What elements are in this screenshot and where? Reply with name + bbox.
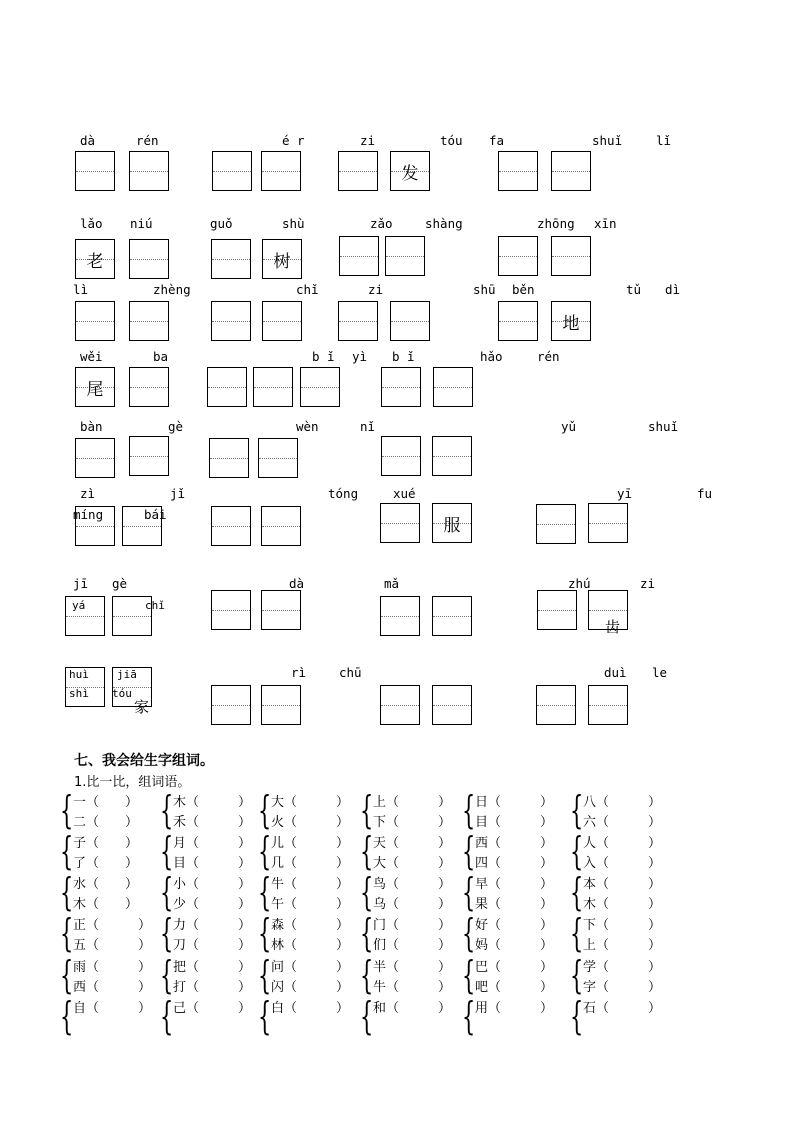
- word-blank[interactable]: 下（ ）: [583, 918, 662, 933]
- word-blank[interactable]: 西（ ）: [475, 836, 554, 851]
- word-blank[interactable]: 人（ ）: [583, 836, 662, 851]
- pair-brace: {: [360, 870, 374, 914]
- writing-grid-box[interactable]: [432, 596, 472, 636]
- word-blank[interactable]: 早（ ）: [475, 877, 554, 892]
- word-blank[interactable]: 用（ ）: [475, 1001, 554, 1016]
- given-character: 尾: [86, 379, 104, 400]
- writing-grid-box[interactable]: [380, 503, 420, 543]
- word-blank[interactable]: 目（ ）: [173, 856, 252, 871]
- word-blank[interactable]: 和（ ）: [373, 1001, 452, 1016]
- given-character: 地: [562, 313, 580, 334]
- pair-brace: {: [160, 911, 174, 955]
- pinyin-label: bái: [144, 507, 167, 522]
- word-blank[interactable]: 问（ ）: [271, 960, 350, 975]
- writing-grid-box[interactable]: [588, 503, 628, 543]
- pair-brace: {: [60, 953, 74, 997]
- word-blank[interactable]: 天（ ）: [373, 836, 452, 851]
- pair-brace: {: [570, 994, 584, 1038]
- writing-grid-box[interactable]: [551, 236, 591, 276]
- pinyin-label: rén: [136, 133, 159, 148]
- pinyin-label: xīn: [594, 216, 617, 231]
- word-blank[interactable]: 好（ ）: [475, 918, 554, 933]
- word-blank[interactable]: 刀（ ）: [173, 938, 252, 953]
- writing-grid-box[interactable]: [129, 239, 169, 279]
- word-blank[interactable]: 打（ ）: [173, 980, 252, 995]
- pair-brace: {: [570, 829, 584, 873]
- pinyin-label: zhèng: [153, 282, 191, 297]
- writing-grid-box[interactable]: [75, 151, 115, 191]
- pinyin-label: yǔ: [561, 419, 577, 434]
- word-blank[interactable]: 白（ ）: [271, 1001, 350, 1016]
- pair-brace: {: [60, 829, 74, 873]
- writing-grid-box[interactable]: [339, 236, 379, 276]
- given-character: 老: [86, 251, 104, 272]
- pinyin-label: b ǐ: [312, 349, 335, 364]
- pinyin-label: jī: [73, 576, 89, 591]
- word-blank[interactable]: 儿（ ）: [271, 836, 350, 851]
- pair-brace: {: [60, 994, 74, 1038]
- word-blank[interactable]: 小（ ）: [173, 877, 252, 892]
- pinyin-label: fa: [489, 133, 505, 148]
- word-blank[interactable]: 果（ ）: [475, 897, 554, 912]
- pinyin-label: ba: [153, 349, 169, 364]
- pinyin-label: běn: [512, 282, 535, 297]
- pinyin-label: míng: [73, 507, 104, 522]
- word-blank[interactable]: 午（ ）: [271, 897, 350, 912]
- given-character: 树: [273, 251, 291, 272]
- writing-grid-box[interactable]: [390, 301, 430, 341]
- writing-grid-box[interactable]: [211, 301, 251, 341]
- pinyin-label: dà: [289, 576, 305, 591]
- word-blank[interactable]: 学（ ）: [583, 960, 662, 975]
- pinyin-label: yī: [617, 486, 633, 501]
- word-blank[interactable]: 上（ ）: [583, 938, 662, 953]
- pinyin-label: dì: [665, 282, 681, 297]
- word-blank[interactable]: 乌（ ）: [373, 897, 452, 912]
- word-blank[interactable]: 巴（ ）: [475, 960, 554, 975]
- word-blank[interactable]: 牛（ ）: [271, 877, 350, 892]
- word-blank[interactable]: 西（ ）: [73, 980, 152, 995]
- box-overlay-text: 家: [134, 698, 150, 716]
- writing-grid-box[interactable]: [381, 367, 421, 407]
- word-blank[interactable]: 上（ ）: [373, 795, 452, 810]
- pinyin-label: fu: [697, 486, 713, 501]
- writing-grid-box[interactable]: [380, 596, 420, 636]
- word-blank[interactable]: 五（ ）: [73, 938, 152, 953]
- pinyin-label: tóng: [328, 486, 359, 501]
- word-blank[interactable]: 大（ ）: [271, 795, 350, 810]
- pinyin-label: yì: [352, 349, 368, 364]
- writing-grid-box[interactable]: [258, 438, 298, 478]
- word-blank[interactable]: 牛（ ）: [373, 980, 452, 995]
- word-blank[interactable]: 林（ ）: [271, 938, 350, 953]
- pinyin-label: chǐ: [296, 282, 319, 297]
- pair-brace: {: [462, 953, 476, 997]
- word-blank[interactable]: 石（ ）: [583, 1001, 662, 1016]
- word-blank[interactable]: 六（ ）: [583, 815, 662, 830]
- pinyin-label: dà: [80, 133, 96, 148]
- pair-brace: {: [360, 788, 374, 832]
- word-blank[interactable]: 力（ ）: [173, 918, 252, 933]
- pinyin-label: duì: [604, 665, 627, 680]
- word-blank[interactable]: 门（ ）: [373, 918, 452, 933]
- box-overlay-text: tóu: [112, 687, 132, 700]
- pair-brace: {: [258, 911, 272, 955]
- writing-grid-box[interactable]: [432, 685, 472, 725]
- pair-brace: {: [160, 788, 174, 832]
- writing-grid-box[interactable]: [536, 504, 576, 544]
- pinyin-label: tǔ: [626, 282, 642, 297]
- pair-brace: {: [160, 953, 174, 997]
- writing-grid-box[interactable]: [261, 506, 301, 546]
- pair-brace: {: [570, 953, 584, 997]
- given-character: 发: [401, 163, 419, 184]
- writing-grid-box[interactable]: [338, 301, 378, 341]
- pair-brace: {: [462, 911, 476, 955]
- writing-grid-box[interactable]: [385, 236, 425, 276]
- writing-grid-box[interactable]: [551, 151, 591, 191]
- pinyin-label: zhōng: [537, 216, 575, 231]
- pinyin-label: lì: [73, 282, 89, 297]
- writing-grid-box[interactable]: [536, 685, 576, 725]
- writing-grid-box[interactable]: [261, 590, 301, 630]
- pinyin-label: shū: [473, 282, 496, 297]
- section-subtitle: 1.比一比，组词语。: [74, 775, 191, 790]
- writing-grid-box[interactable]: [211, 239, 251, 279]
- writing-grid-box[interactable]: [212, 151, 252, 191]
- word-blank[interactable]: 火（ ）: [271, 815, 350, 830]
- word-blank[interactable]: 八（ ）: [583, 795, 662, 810]
- word-blank[interactable]: 少（ ）: [173, 897, 252, 912]
- writing-grid-box[interactable]: [75, 506, 115, 546]
- pair-brace: {: [258, 994, 272, 1038]
- word-blank[interactable]: 本（ ）: [583, 877, 662, 892]
- box-overlay-text: huì: [69, 668, 89, 681]
- pair-brace: {: [360, 829, 374, 873]
- pair-brace: {: [160, 870, 174, 914]
- word-blank[interactable]: 日（ ）: [475, 795, 554, 810]
- pinyin-label: le: [652, 665, 668, 680]
- writing-grid-box[interactable]: [253, 367, 293, 407]
- box-overlay-text: chǐ: [145, 599, 165, 612]
- word-blank[interactable]: 森（ ）: [271, 918, 350, 933]
- writing-grid-box[interactable]: [537, 590, 577, 630]
- pinyin-label: lǎo: [80, 216, 103, 231]
- writing-grid-box[interactable]: [75, 239, 115, 279]
- pinyin-label: guǒ: [210, 216, 233, 231]
- writing-grid-box[interactable]: [207, 367, 247, 407]
- pair-brace: {: [570, 911, 584, 955]
- pinyin-label: bàn: [80, 419, 103, 434]
- word-blank[interactable]: 们（ ）: [373, 938, 452, 953]
- writing-grid-box[interactable]: [261, 685, 301, 725]
- pinyin-label: zì: [80, 486, 96, 501]
- word-blank[interactable]: 大（ ）: [373, 856, 452, 871]
- writing-grid-box[interactable]: [338, 151, 378, 191]
- writing-grid-box[interactable]: [432, 503, 472, 543]
- pinyin-label: gè: [112, 576, 128, 591]
- pair-brace: {: [258, 870, 272, 914]
- word-blank[interactable]: 下（ ）: [373, 815, 452, 830]
- pinyin-label: shàng: [425, 216, 463, 231]
- pinyin-label: lǐ: [656, 133, 672, 148]
- pair-brace: {: [60, 788, 74, 832]
- section-title: 七、我会给生字组词。: [74, 753, 214, 769]
- word-blank[interactable]: 木（ ）: [73, 897, 139, 912]
- pair-brace: {: [160, 829, 174, 873]
- pair-brace: {: [258, 829, 272, 873]
- writing-grid-box[interactable]: [129, 151, 169, 191]
- writing-grid-box[interactable]: [498, 301, 538, 341]
- writing-grid-box[interactable]: [129, 367, 169, 407]
- word-blank[interactable]: 二（ ）: [73, 815, 139, 830]
- word-blank[interactable]: 子（ ）: [73, 836, 139, 851]
- pinyin-label: é r: [282, 133, 305, 148]
- pair-brace: {: [462, 788, 476, 832]
- word-blank[interactable]: 自（ ）: [73, 1001, 152, 1016]
- pinyin-label: rén: [537, 349, 560, 364]
- writing-grid-box[interactable]: [381, 436, 421, 476]
- pair-brace: {: [60, 911, 74, 955]
- pinyin-label: zǎo: [370, 216, 393, 231]
- word-blank[interactable]: 把（ ）: [173, 960, 252, 975]
- pinyin-label: zi: [368, 282, 384, 297]
- pair-brace: {: [258, 788, 272, 832]
- pinyin-label: xué: [393, 486, 416, 501]
- pinyin-label: hǎo: [480, 349, 503, 364]
- word-blank[interactable]: 水（ ）: [73, 877, 139, 892]
- writing-grid-box[interactable]: [262, 239, 302, 279]
- writing-grid-box[interactable]: [300, 367, 340, 407]
- writing-grid-box[interactable]: [498, 151, 538, 191]
- writing-grid-box[interactable]: [432, 436, 472, 476]
- writing-grid-box[interactable]: [390, 151, 430, 191]
- writing-grid-box[interactable]: [498, 236, 538, 276]
- given-character: 服: [443, 515, 461, 536]
- writing-grid-box[interactable]: [262, 301, 302, 341]
- word-blank[interactable]: 几（ ）: [271, 856, 350, 871]
- word-blank[interactable]: 四（ ）: [475, 856, 554, 871]
- pinyin-label: tóu: [440, 133, 463, 148]
- word-blank[interactable]: 吧（ ）: [475, 980, 554, 995]
- writing-grid-box[interactable]: [433, 367, 473, 407]
- writing-grid-box[interactable]: [129, 436, 169, 476]
- pair-brace: {: [160, 994, 174, 1038]
- word-blank[interactable]: 一（ ）: [73, 795, 139, 810]
- pair-brace: {: [462, 829, 476, 873]
- writing-grid-box[interactable]: [211, 590, 251, 630]
- word-blank[interactable]: 目（ ）: [475, 815, 554, 830]
- writing-grid-box[interactable]: [129, 301, 169, 341]
- word-blank[interactable]: 正（ ）: [73, 918, 152, 933]
- word-blank[interactable]: 己（ ）: [173, 1001, 252, 1016]
- writing-grid-box[interactable]: [75, 301, 115, 341]
- pinyin-label: mǎ: [384, 576, 400, 591]
- pair-brace: {: [60, 870, 74, 914]
- word-blank[interactable]: 雨（ ）: [73, 960, 152, 975]
- box-overlay-text: shì: [69, 687, 89, 700]
- pinyin-label: rì: [291, 665, 307, 680]
- pinyin-label: jǐ: [170, 486, 186, 501]
- writing-grid-box[interactable]: [75, 367, 115, 407]
- word-blank[interactable]: 了（ ）: [73, 856, 139, 871]
- pair-brace: {: [360, 953, 374, 997]
- word-blank[interactable]: 入（ ）: [583, 856, 662, 871]
- word-blank[interactable]: 月（ ）: [173, 836, 252, 851]
- pinyin-label: zi: [640, 576, 656, 591]
- word-blank[interactable]: 木（ ）: [173, 795, 252, 810]
- pinyin-label: shuǐ: [648, 419, 679, 434]
- word-blank[interactable]: 妈（ ）: [475, 938, 554, 953]
- pair-brace: {: [570, 870, 584, 914]
- word-blank[interactable]: 半（ ）: [373, 960, 452, 975]
- pinyin-label: shù: [282, 216, 305, 231]
- writing-grid-box[interactable]: [211, 685, 251, 725]
- writing-grid-box[interactable]: [122, 506, 162, 546]
- box-overlay-text: jiā: [117, 668, 137, 681]
- pair-brace: {: [462, 870, 476, 914]
- writing-grid-box[interactable]: [211, 506, 251, 546]
- writing-grid-box[interactable]: [380, 685, 420, 725]
- pair-brace: {: [462, 994, 476, 1038]
- pinyin-label: wèn: [296, 419, 319, 434]
- word-blank[interactable]: 字（ ）: [583, 980, 662, 995]
- pinyin-label: zi: [360, 133, 376, 148]
- pinyin-label: shuǐ: [592, 133, 623, 148]
- pair-brace: {: [258, 953, 272, 997]
- word-blank[interactable]: 木（ ）: [583, 897, 662, 912]
- writing-grid-box[interactable]: [551, 301, 591, 341]
- word-blank[interactable]: 闪（ ）: [271, 980, 350, 995]
- word-blank[interactable]: 禾（ ）: [173, 815, 252, 830]
- box-overlay-text: 齿: [605, 618, 621, 636]
- pinyin-label: chū: [339, 665, 362, 680]
- pair-brace: {: [360, 911, 374, 955]
- writing-grid-box[interactable]: [588, 685, 628, 725]
- pinyin-label: wěi: [80, 349, 103, 364]
- pinyin-label: gè: [168, 419, 184, 434]
- pinyin-label: zhú: [568, 576, 591, 591]
- pinyin-label: b ǐ: [392, 349, 415, 364]
- writing-grid-box[interactable]: [209, 438, 249, 478]
- pair-brace: {: [360, 994, 374, 1038]
- pinyin-label: nǐ: [360, 419, 376, 434]
- writing-grid-box[interactable]: [261, 151, 301, 191]
- writing-grid-box[interactable]: [75, 438, 115, 478]
- pinyin-label: niú: [130, 216, 153, 231]
- box-overlay-text: yá: [72, 599, 86, 612]
- word-blank[interactable]: 鸟（ ）: [373, 877, 452, 892]
- pair-brace: {: [570, 788, 584, 832]
